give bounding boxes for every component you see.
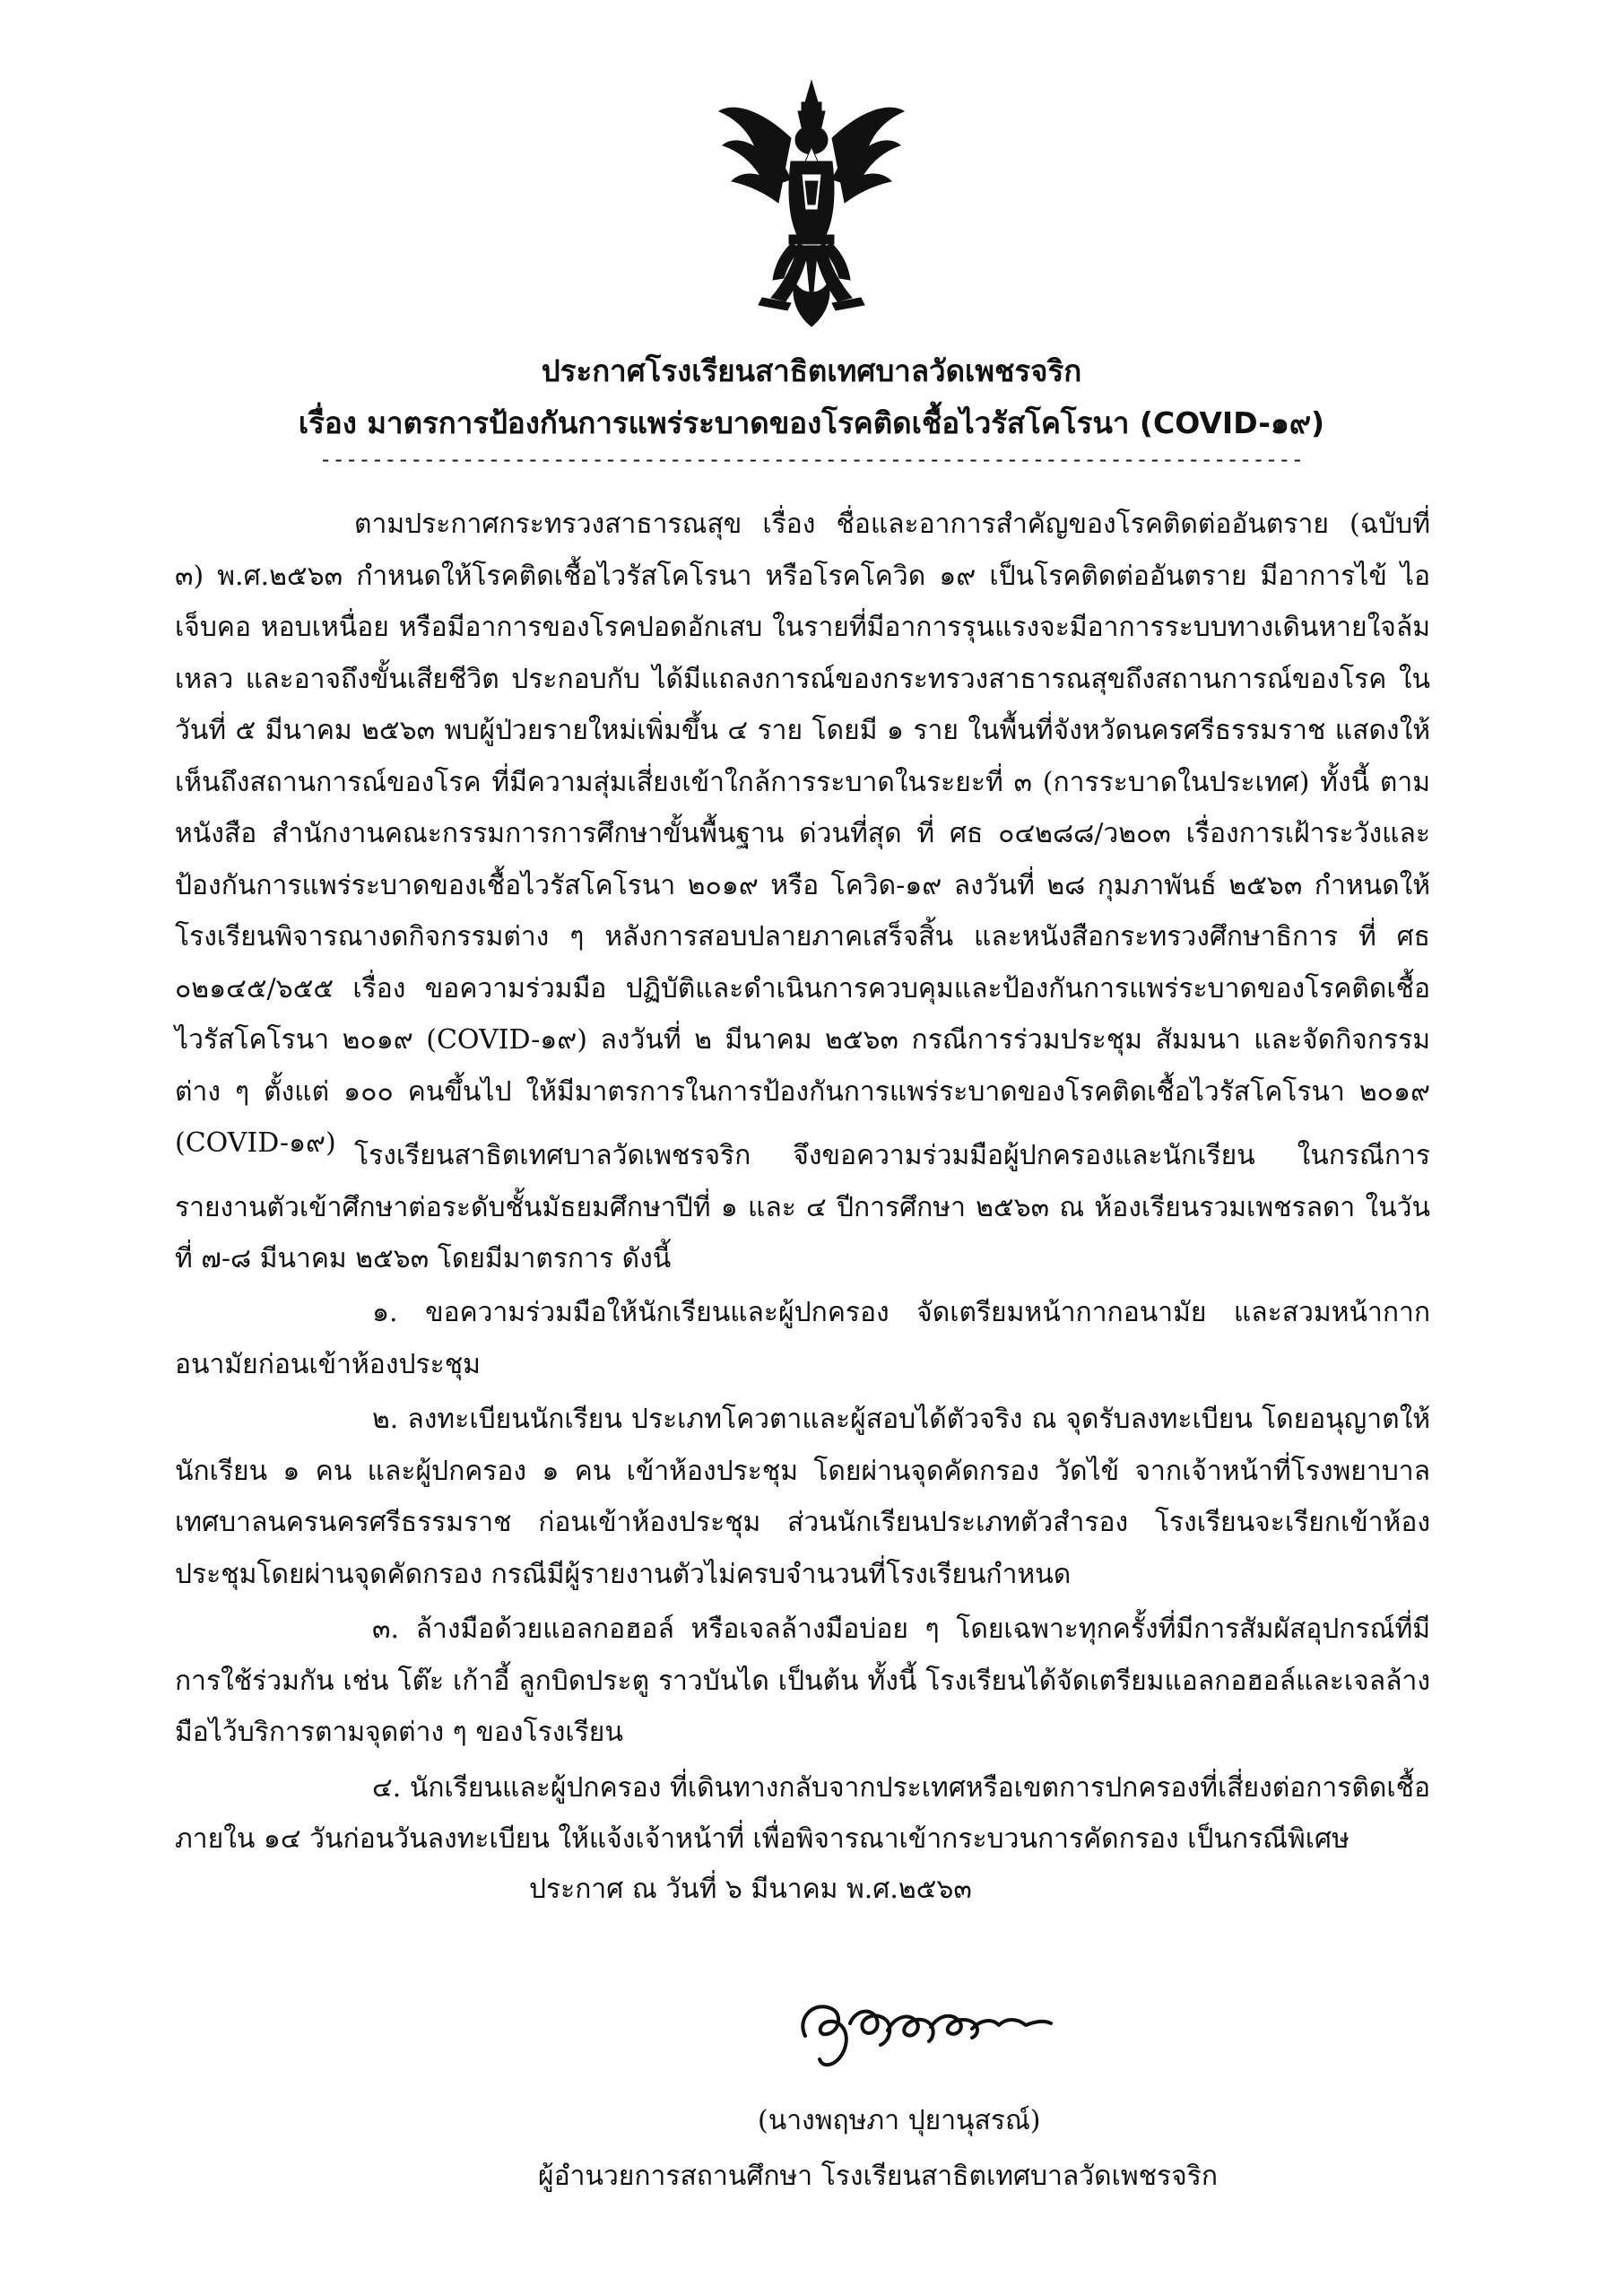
list-item: ๑. ขอความร่วมมือให้นักเรียนและผู้ปกครอง จัดเตรียมหน้ากากอนามัย และสวมหน้ากากอนามัยก่อนเข้าห้องประชุม (175, 1297, 1430, 1380)
paragraph-text: ตามประกาศกระทรวงสาธารณสุข เรื่อง ชื่อและอาการสำคัญของโรคติดต่ออันตราย (ฉบับที่ ๓) พ.ศ.๒๕๖๓ กำหนดให้โรคติดเชื้อไวรัสโคโรนา หรือโรคโควิด ๑๙ เป็นโรคติดต่ออันตราย มีอาการไข้ ไอ เจ็บคอ หอบเหนื่อย หรือมีอาการของโรคปอดอักเสบ ในรายที่มีอาการรุนแรงจะมีอาการระบบทางเดินหายใจล้มเหลว และอาจถึงขั้นเสียชีวิต ประกอบกับ ได้มีแถลงการณ์ของกระทรวงสาธารณสุขถึงสถานการณ์ของโรค ในวันที่ ๕ มีนาคม ๒๕๖๓ พบผู้ป่วยรายใหม่เพิ่มขึ้น ๔ ราย โดยมี ๑ ราย ในพื้นที่จังหวัดนครศรีธรรมราช แสดงให้เห็นถึงสถานการณ์ของโรค ที่มีความสุ่มเสี่ยงเข้าใกล้การระบาดในระยะที่ ๓ (การระบาดในประเทศ) ทั้งนี้ ตามหนังสือ สำนักงานคณะกรรมการการศึกษาขั้นพื้นฐาน ด่วนที่สุด ที่ ศธ ๐๔๒๘๘/ว๒๐๓ เรื่องการเฝ้าระวังและป้องกันการแพร่ระบาดของเชื้อไวรัสโคโรนา ๒๐๑๙ หรือ โควิด-๑๙ ลงวันที่ ๒๘ กุมภาพันธ์ ๒๕๖๓ กำหนดให้โรงเรียนพิจารณางดกิจกรรมต่าง ๆ หลังการสอบปลายภาคเสร็จสิ้น และหนังสือกระทรวงศึกษาธิการ ที่ ศธ ๐๒๑๔๕/๖๕๕ เรื่อง ขอความร่วมมือ ปฏิบัติและดำเนินการควบคุมและป้องกันการแพร่ระบาดของโรคติดเชื้อไวรัสโคโรนา ๒๐๑๙ (COVID-๑๙) ลงวันที่ ๒ มีนาคม ๒๕๖๓ กรณีการร่วมประชุม สัมมนา และจัดกิจกรรมต่าง ๆ ตั้งแต่ ๑๐๐ คนขึ้นไป ให้มีมาตรการในการป้องกันการแพร่ระบาดของโรคติดเชื้อไวรัสโคโรนา ๒๐๑๙ (COVID-๑๙) (175, 509, 1430, 1159)
list-item: ๓. ล้างมือด้วยแอลกอฮอล์ หรือเจลล้างมือบ่อย ๆ โดยเฉพาะทุกครั้งที่มีการสัมผัสอุปกรณ์ที่มีการใช้ร่วมกัน เช่น โต๊ะ เก้าอี้ ลูกบิดประตู ราวบันได เป็นต้น ทั้งนี้ โรงเรียนได้จัดเตรียมแอลกอฮอล์และเจลล้างมือไว้บริการตามจุดต่าง ๆ ของโรงเรียน (175, 1613, 1430, 1748)
signer-name: (นางพฤษภา ปุยานุสรณ์) (758, 2105, 1041, 2136)
signature-icon (787, 1973, 1056, 2081)
list-item: ๒. ลงทะเบียนนักเรียน ประเภทโควตาและผู้สอบได้ตัวจริง ณ จุดรับลงทะเบียน โดยอนุญาตให้นักเรียน ๑ คน และผู้ปกครอง ๑ คน เข้าห้องประชุม โดยผ่านจุดคัดกรอง วัดไข้ จากเจ้าหน้าที่โรงพยาบาลเทศบาลนครนครศรีธรรมราช ก่อนเข้าห้องประชุม ส่วนนักเรียนประเภทตัวสำรอง โรงเรียนจะเรียกเข้าห้องประชุมโดยผ่านจุดคัดกรอง กรณีมีผู้รายงานตัวไม่ครบจำนวนที่โรงเรียนกำหนด (175, 1404, 1430, 1590)
paragraph-text: โรงเรียนสาธิตเทศบาลวัดเพชรจริก จึงขอความร่วมมือผู้ปกครองและนักเรียน ในกรณีการรายงานตัวเข้าศึกษาต่อระดับชั้นมัธยมศึกษาปีที่ ๑ และ ๔ ปีการศึกษา ๒๕๖๓ ณ ห้องเรียนรวมเพชรลดา ในวันที่ ๗-๘ มีนาคม ๒๕๖๓ โดยมีมาตรการ ดังนี้ (175, 1140, 1430, 1274)
body-paragraph-2 (175, 1130, 1430, 1285)
signer-position: ผู้อำนวยการสถานศึกษา โรงเรียนสาธิตเทศบาลวัดเพชรจริก (538, 2161, 1218, 2192)
list-item: ๔. นักเรียนและผู้ปกครอง ที่เดินทางกลับจากประเทศหรือเขตการปกครองที่เสี่ยงต่อการติดเชื้อ ภายใน ๑๔ วันก่อนวันลงทะเบียน ให้แจ้งเจ้าหน้าที่ เพื่อพิจารณาเข้ากระบวนการคัดกรอง เป็นกรณีพิเศษ (175, 1771, 1430, 1855)
announcement-date: ประกาศ ณ วันที่ ๖ มีนาคม พ.ศ.๒๕๖๓ (529, 1874, 972, 1905)
separator-line: ---------------------------------------------------------------------------- (318, 447, 1305, 472)
measures-list (175, 1287, 1430, 1866)
announcement-title: ประกาศโรงเรียนสาธิตเทศบาลวัดเพชรจริก (541, 353, 1082, 388)
body-paragraph-1 (175, 499, 1430, 1170)
garuda-emblem-icon (708, 75, 915, 335)
announcement-subject: เรื่อง มาตรการป้องกันการแพร่ระบาดของโรคติดเชื้อไวรัสโคโรนา (COVID-๑๙) (298, 405, 1325, 440)
